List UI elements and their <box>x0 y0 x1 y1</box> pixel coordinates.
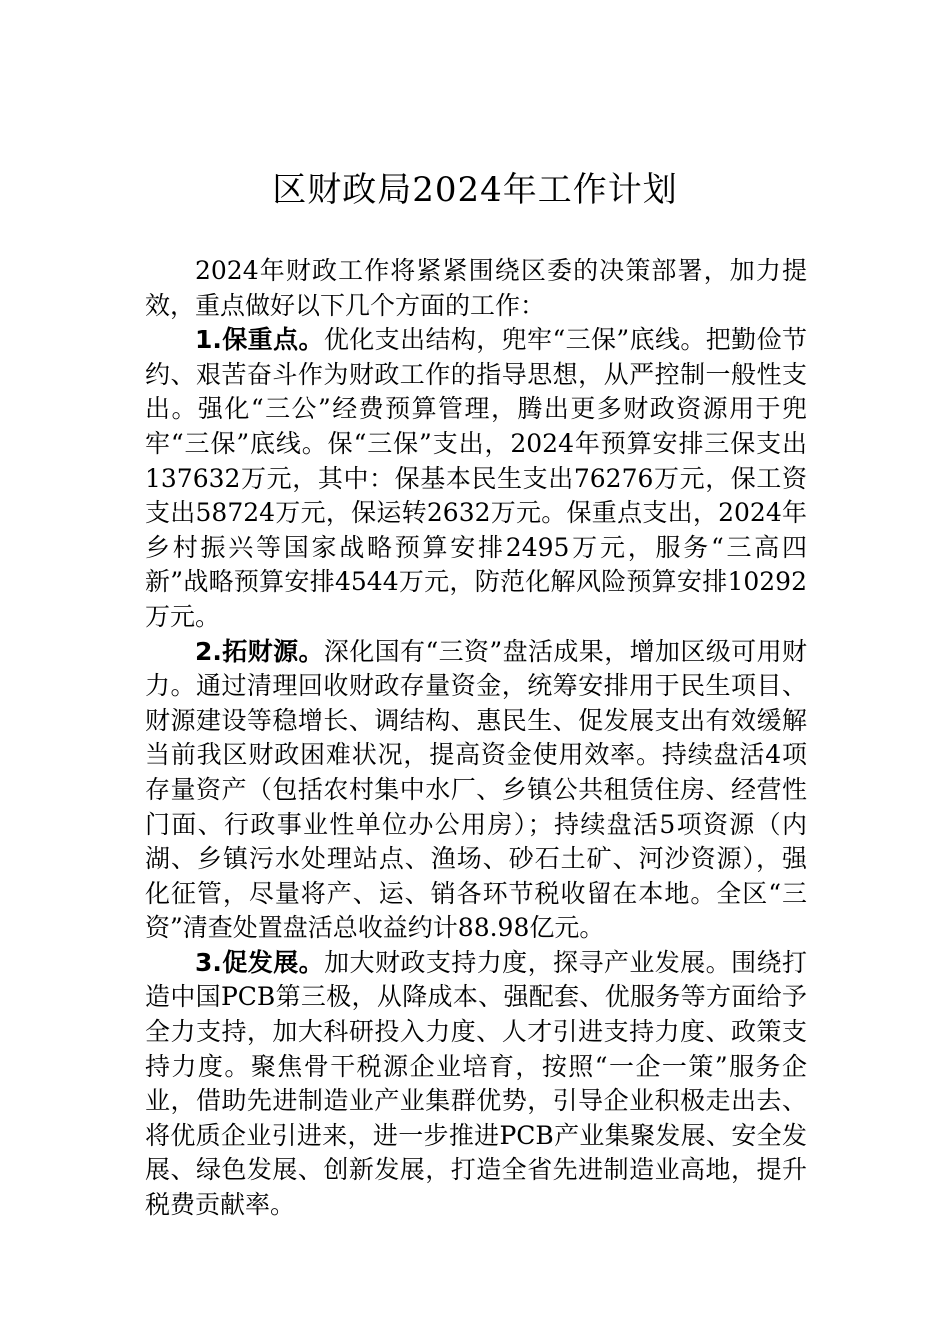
intro-paragraph: 2024年财政工作将紧紧围绕区委的决策部署，加力提效，重点做好以下几个方面的工作： <box>145 256 807 320</box>
section-heading-1: 1.保重点。 <box>195 325 324 355</box>
section-text-2: 深化国有“三资”盘活成果，增加区级可用财力。通过清理回收财政存量资金，统筹安排用于民生项目、财源建设等稳增长、调结构、惠民生、促发展支出有效缓解当前我区财政困难状况，提高资金使用效率。持续盘活4项存量资产（包括农村集中水厂、乡镇公共租赁住房、经营性门面、行政事业性单位办公用房）；持续盘活5项资源（内湖、乡镇污水处理站点、渔场、砂石土矿、河沙资源），强化征管，尽量将产、运、销各环节税收留在本地。全区“三资”清查处置盘活总收益约计88.98亿元。 <box>145 636 807 943</box>
section-heading-3: 3.促发展。 <box>195 947 325 977</box>
section-paragraph-2 <box>145 635 807 946</box>
document-body <box>145 254 807 1223</box>
section-text-3: 加大财政支持力度，探寻产业发展。围绕打造中国PCB第三极，从降成本、强配套、优服务等方面给予全力支持，加大科研投入力度、人才引进支持力度、政策支持力度。聚焦骨干税源企业培育，按照“一企一策”服务企业，借助先进制造业产业集群优势，引导企业积极走出去、将优质企业引进来，进一步推进PCB产业集聚发展、安全发展、绿色发展、创新发展，打造全省先进制造业高地，提升税费贡献率。 <box>145 947 807 1220</box>
section-text-1: 优化支出结构，兜牢“三保”底线。把勤俭节约、艰苦奋斗作为财政工作的指导思想，从严控制一般性支出。强化“三公”经费预算管理，腾出更多财政资源用于兜牢“三保”底线。保“三保”支出，2024年预算安排三保支出137632万元，其中：保基本民生支出76276万元，保工资支出58724万元，保运转2632万元。保重点支出，2024年乡村振兴等国家战略预算安排2495万元，服务“三高四新”战略预算安排4544万元，防范化解风险预算安排10292万元。 <box>145 325 807 631</box>
section-heading-2: 2.拓财源。 <box>195 636 324 666</box>
section-paragraph-1 <box>145 323 807 634</box>
section-paragraph-3 <box>145 946 807 1223</box>
document-title: 区财政局2024年工作计划 <box>272 170 678 210</box>
